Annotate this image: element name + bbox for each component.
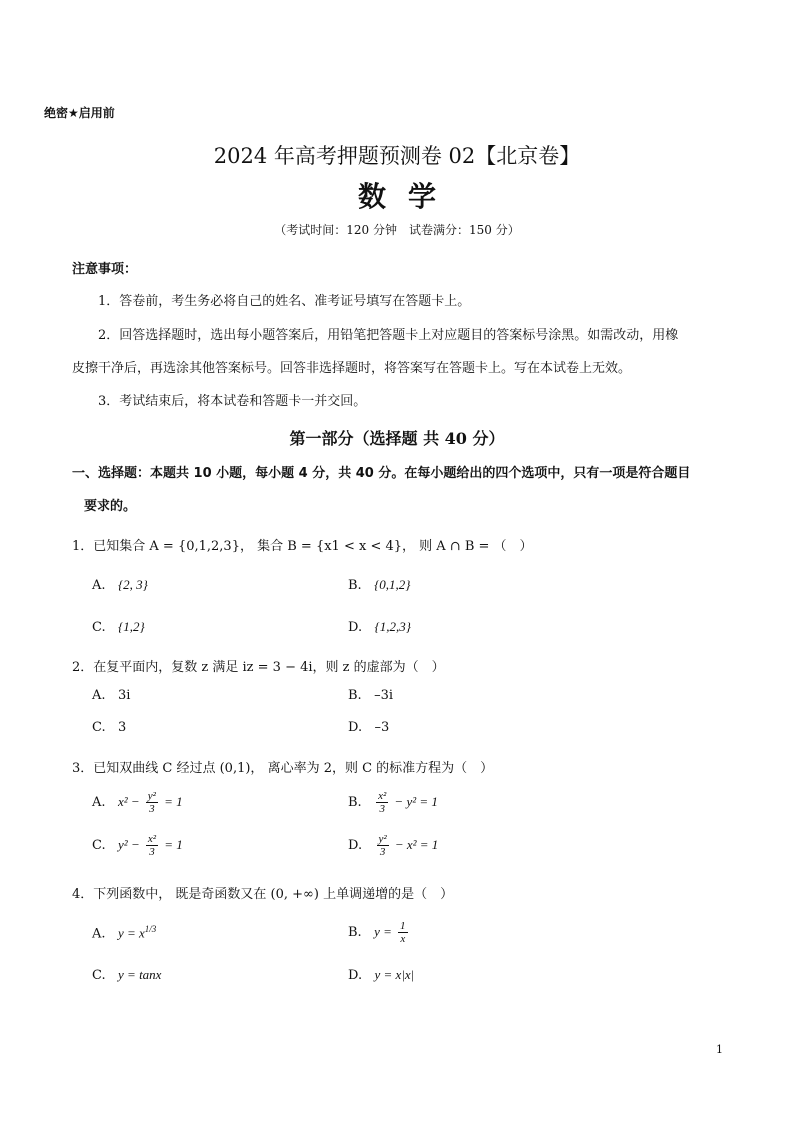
fraction-denominator: 3 <box>379 846 386 859</box>
fraction-denominator: 3 <box>149 846 155 859</box>
notice-heading: 注意事项： <box>72 262 138 277</box>
formula-post: = 1 <box>164 837 183 853</box>
question-2-option-d <box>348 720 389 735</box>
option-letter: A. <box>92 795 106 811</box>
fraction-denominator: 3 <box>149 803 155 816</box>
question-1-option-a <box>92 577 148 593</box>
exponent: 1/3 <box>144 924 157 934</box>
question-1-option-d <box>348 619 411 635</box>
question-1-stem: 1．已知集合 A = {0,1,2,3}， 集合 B = {x1 < x < 4}， 则 A ∩ B = （ ） <box>72 539 533 554</box>
notice-item-1: 1．答卷前，考生务必将自己的姓名、准考证号填写在答题卡上。 <box>98 294 471 309</box>
question-3-option-c <box>92 833 183 858</box>
option-letter: D. <box>348 838 363 854</box>
option-value: y = x|x| <box>374 967 415 982</box>
question-2-option-b <box>348 688 393 703</box>
option-value: {1,2} <box>118 619 145 634</box>
fraction <box>377 833 389 858</box>
option-value: {2, 3} <box>117 577 148 592</box>
question-1-option-b <box>348 577 411 593</box>
question-3-option-a <box>92 790 183 815</box>
option-value: –3i <box>374 688 394 703</box>
part1-title: 第一部分（选择题 共 40 分） <box>289 429 505 448</box>
fraction-numerator: x² <box>147 833 157 845</box>
formula-post: − y² = 1 <box>394 794 438 810</box>
formula-post: = 1 <box>164 794 183 810</box>
notice-item-3: 3．考试结束后，将本试卷和答题卡一并交回。 <box>98 394 367 409</box>
fraction-denominator: x <box>400 933 406 946</box>
question-2-option-a <box>92 688 130 703</box>
section-instruction-line-2: 要求的。 <box>84 499 137 514</box>
fraction <box>146 790 158 815</box>
option-letter: B. <box>348 795 362 811</box>
option-letter: B. <box>348 925 362 941</box>
secret-mark: 绝密★启用前 <box>44 106 115 120</box>
option-letter: D. <box>348 720 363 735</box>
option-value: {0,1,2} <box>374 577 411 592</box>
question-4-option-c <box>92 967 161 983</box>
option-value: 3 <box>118 720 127 735</box>
exam-title: 2024 年高考押题预测卷 02【北京卷】 <box>213 144 581 168</box>
question-1-option-c <box>92 619 145 635</box>
fraction-numerator: y² <box>378 833 387 845</box>
question-4-option-d <box>348 967 414 983</box>
option-value: y = x <box>117 925 145 941</box>
option-value: {1,2,3} <box>374 619 411 634</box>
option-letter: B. <box>348 578 362 593</box>
formula-pre: x² − <box>117 794 140 810</box>
option-letter: C. <box>92 720 106 735</box>
subject-title: 数学 <box>357 180 458 213</box>
fraction-denominator: 3 <box>379 803 385 816</box>
fraction <box>376 790 388 815</box>
exam-time-info: （考试时间：120 分钟 试卷满分：150 分） <box>274 223 520 237</box>
fraction-numerator: x² <box>378 790 387 802</box>
question-2-option-c <box>92 720 126 735</box>
question-3-option-d <box>348 833 438 858</box>
question-4-option-a <box>92 924 156 941</box>
section-instruction-line-1: 一、选择题：本题共 10 小题，每小题 4 分，共 40 分。在每小题给出的四个选项中，只有一项是符合题目 <box>72 466 691 481</box>
notice-item-2-line-1: 2．回答选择题时，选出每小题答案后，用铅笔把答题卡上对应题目的答案标号涂黑。如需改动，用橡 <box>98 328 679 343</box>
question-2-stem: 2．在复平面内，复数 z 满足 iz = 3 − 4i，则 z 的虚部为（ ） <box>72 660 445 675</box>
option-letter: A. <box>92 578 106 593</box>
question-3-stem: 3．已知双曲线 C 经过点 (0,1)， 离心率为 2，则 C 的标准方程为（ ） <box>72 761 494 776</box>
formula-pre: y = <box>374 924 392 940</box>
option-value: –3 <box>374 720 390 735</box>
option-letter: C. <box>92 838 106 854</box>
option-letter: A. <box>92 926 106 942</box>
option-letter: D. <box>348 620 363 635</box>
option-letter: D. <box>348 968 363 983</box>
option-letter: C. <box>92 620 106 635</box>
option-letter: C. <box>92 968 106 983</box>
option-letter: B. <box>348 688 362 703</box>
question-3-option-b <box>348 790 438 815</box>
formula-pre: y² − <box>118 837 140 853</box>
option-letter: A. <box>92 688 106 703</box>
fraction-numerator: y² <box>147 790 156 802</box>
fraction <box>398 920 408 945</box>
formula-post: − x² = 1 <box>394 837 439 853</box>
option-value: y = tanx <box>118 967 162 982</box>
fraction-numerator: 1 <box>400 920 406 932</box>
notice-item-2-line-2: 皮擦干净后，再选涂其他答案标号。回答非选择题时，将答案写在答题卡上。写在本试卷上无效。 <box>72 361 632 376</box>
option-value: 3i <box>117 688 131 703</box>
fraction <box>146 833 158 858</box>
page-number: 1 <box>716 1043 723 1056</box>
question-4-stem: 4．下列函数中， 既是奇函数又在 (0, +∞) 上单调递增的是（ ） <box>72 887 454 902</box>
question-4-option-b <box>348 920 410 945</box>
